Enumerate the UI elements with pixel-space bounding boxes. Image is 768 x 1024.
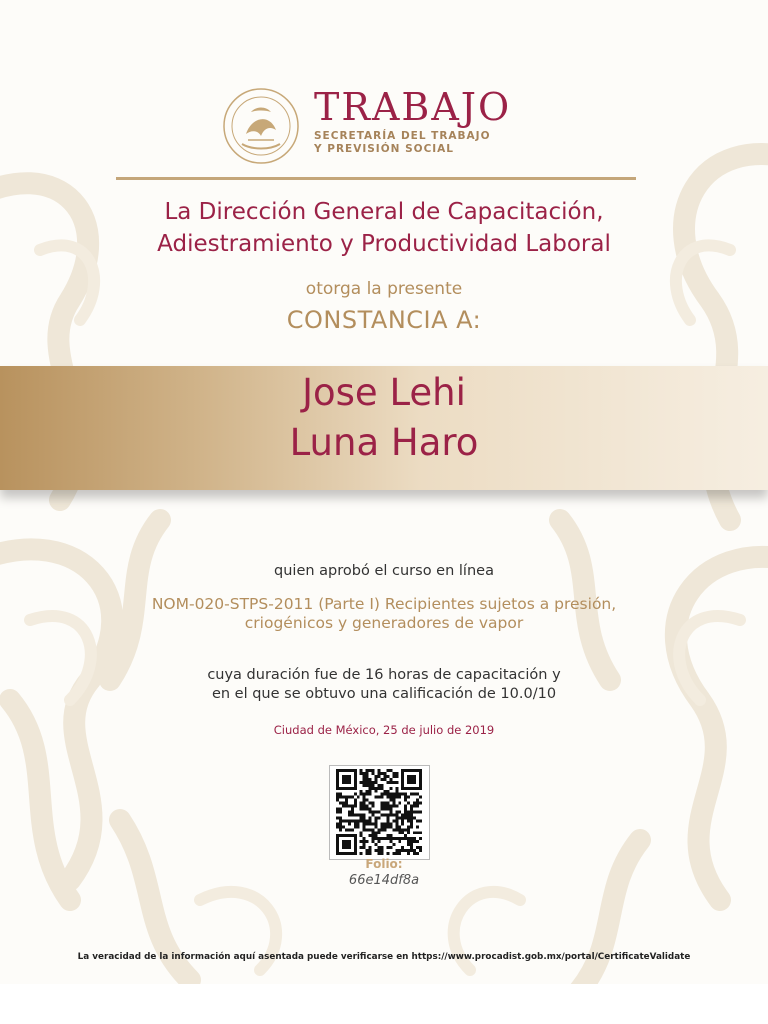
folio-label: Folio: <box>365 857 403 871</box>
place-date: Ciudad de México, 25 de julio de 2019 <box>273 723 495 737</box>
grant-text: otorga la presente <box>305 279 463 299</box>
recipient-first-names: Jose Lehi <box>302 371 466 414</box>
footer-verification-note: La veracidad de la información aquí asentada puede verificarse en https://www.procadist.gob.mx/portal/CertificateValidate <box>77 952 691 962</box>
issuer-line1: La Dirección General de Capacitación, <box>164 199 604 225</box>
header-divider <box>116 177 636 180</box>
qr-code-icon <box>335 769 423 855</box>
details-line1: cuya duración fue de 16 horas de capacitación y <box>207 667 561 683</box>
approval-text: quien aprobó el curso en línea <box>274 563 494 579</box>
verification-qr-code[interactable] <box>329 765 430 860</box>
issuer-line2: Adiestramiento y Productividad Laboral <box>157 231 611 257</box>
national-seal-icon <box>218 86 304 166</box>
brand-subtitle-line2: Y PREVISIÓN SOCIAL <box>314 143 455 155</box>
header-logo <box>218 86 558 166</box>
folio-value: 66e14df8a <box>348 873 420 888</box>
details-line2: en el que se obtuvo una calificación de 10.0/10 <box>211 686 557 702</box>
course-line2: criogénicos y generadores de vapor <box>244 614 524 632</box>
recipient-last-names: Luna Haro <box>289 421 479 464</box>
course-line1: NOM-020-STPS-2011 (Parte I) Recipientes sujetos a presión, <box>151 595 617 613</box>
brand-subtitle-line1: SECRETARÍA DEL TRABAJO <box>314 130 491 142</box>
certificate-label: CONSTANCIA A: <box>286 306 482 334</box>
brand-title: TRABAJO <box>314 85 512 129</box>
